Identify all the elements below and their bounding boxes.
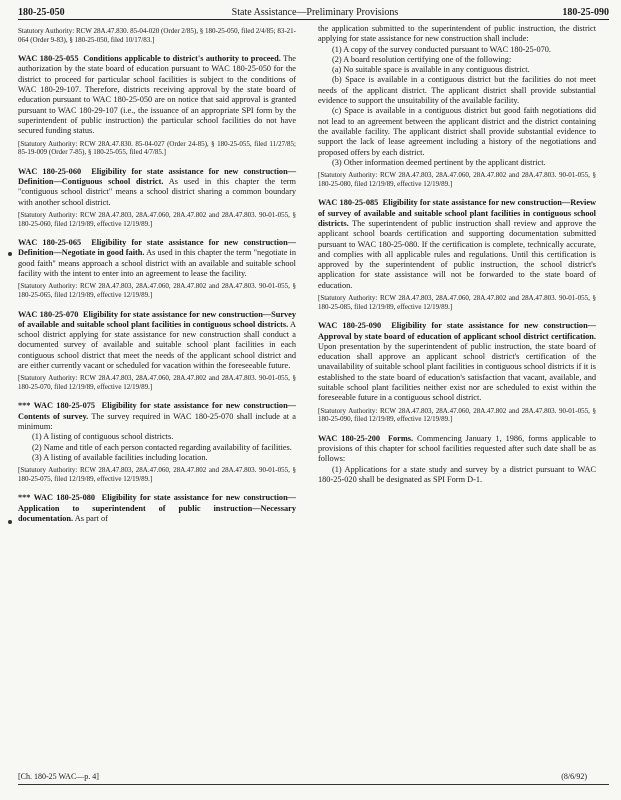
section-180-25-200: [318, 434, 596, 485]
section-number: WAC 180-25-065: [18, 238, 82, 248]
section-number: WAC 180-25-055: [18, 54, 79, 64]
section-heading: Eligibility for state assistance for new construction—Definition—Contiguous school district.: [18, 166, 296, 187]
right-column: [318, 24, 596, 490]
statutory-citation: [Statutory Authority: RCW 28A.47.803, 28A.47.060, 28A.47.802 and 28A.47.803. 90-01-055, § 180-25-075, filed 12/19/89, effective 12/19/89.]: [18, 466, 296, 483]
section-180-25-085: [318, 198, 596, 311]
section-body: A school district applying for state assistance for new construction shall conduct a documented survey of available and suitable school plant facilities in each contiguous school district that meet the needs of the applicant school district and are either currently vacant or scheduled for vacation within the foreseeable future.: [18, 319, 296, 370]
list-item: (2) A board resolution certifying one of the following:: [332, 54, 512, 64]
list-item: (3) A listing of available facilities including location.: [32, 452, 208, 462]
list-item: (a) No suitable space is available in any contiguous district.: [332, 65, 530, 75]
list-item: (3) Other information deemed pertinent by the applicant district.: [332, 157, 546, 167]
list-item: (c) Space is available in a contiguous district but good faith negotiations did not lead to an agreement between the applicant district and the district containing the available facility. The applicant district shall provide substantial evidence to support the lack of lease agreement including a history of the negotiations and proposed offers by each district.: [318, 106, 596, 157]
section-body: the application submitted to the superintendent of public instruction, the district applying for state assistance for new construction shall include:: [318, 24, 596, 44]
section-180-25-065: [18, 238, 296, 299]
section-number: WAC 180-25-070: [18, 309, 79, 319]
section-180-25-055: [18, 54, 296, 157]
footer-date: (8/6/92): [561, 772, 587, 781]
section-180-25-075: [18, 401, 296, 483]
section-heading: Eligibility for state assistance for new construction—Application to superintendent of public instruction—Necessary documentation.: [18, 493, 296, 524]
statutory-citation: [Statutory Authority: RCW 28A.47.803, 28A.47.060, 28A.47.802 and 28A.47.803. 90-01-055, § 180-25-070, filed 12/19/89, effective 12/19/89.]: [18, 374, 296, 391]
statutory-citation: Statutory Authority: RCW 28A.47.830. 85-04-020 (Order 2/85), § 180-25-050, filed 2/4/85; 83-21-064 (Order 9-83), § 180-25-050, filed 10/17/83.]: [18, 27, 296, 44]
section-180-25-080-continued: [318, 24, 596, 188]
statutory-citation: [Statutory Authority: RCW 28A.47.803, 28A.47.060, 28A.47.802 and 28A.47.803. 90-01-055, § 180-25-065, filed 12/19/89, effective 12/19/89.]: [18, 282, 296, 299]
statutory-citation: [Statutory Authority: RCW 28A.47.830. 85-04-027 (Order 24-85), § 180-25-055, filed 11/27/85; 85-19-009 (Order 7-85), § 180-25-055, filed 4/7/85.]: [18, 139, 296, 157]
section-heading: Eligibility for state assistance for new construction—Contents of survey.: [18, 401, 296, 421]
list-item: (b) Space is available in a contiguous district but the facilities do not meet needs of the applicant district. The applicant district shall provide substantial evidence to support the unsuitability of the available facility.: [318, 75, 596, 106]
section-180-25-080: [18, 493, 296, 524]
margin-punch-mark: [8, 252, 12, 256]
section-number: *** WAC 180-25-075: [18, 401, 96, 411]
list-item: (1) A copy of the survey conducted pursuant to WAC 180-25-070.: [332, 44, 551, 54]
section-heading: Eligibility for state assistance for new construction—Approval by state board of education of applicant school district certification.: [318, 321, 596, 341]
section-body: As part of: [74, 514, 108, 524]
section-number: *** WAC 180-25-080: [18, 493, 96, 503]
footer-page-reference: [Ch. 180-25 WAC—p. 4]: [18, 772, 99, 781]
section-body: As used in this chapter the term "contiguous school district" means a school district sharing a common boundary with another school district.: [18, 177, 296, 207]
footer-rule: [18, 784, 609, 785]
header-section-number: 180-25-050: [18, 7, 65, 18]
section-body: Commencing January 1, 1986, forms applicable to provisions of this chapter for school facilities requested after such date shall be as follows:: [318, 433, 597, 464]
section-number: WAC 180-25-060: [18, 166, 82, 176]
statutory-citation: [Statutory Authority: RCW 28A.47.803, 28A.47.060, 28A.47.802 and 28A.47.803. 90-01-055, § 180-25-060, filed 12/19/89, effective 12/19/89.]: [18, 210, 296, 228]
section-number: WAC 180-25-200: [318, 433, 381, 443]
header-chapter-title: State Assistance—Preliminary Provisions: [231, 7, 399, 18]
section-body: The authorization by the state board of education pursuant to WAC 180-25-050 for the district to proceed for particular school facilities is subject to the conditions of WAC 180-29-107. Therefore, districts receiving approval by the state board of education pursuant to WAC 180-25-050 are on notice that said approval is granted pursuant to WAC 180-29-107 (i.e., the issuance of an appropriate SPI form by the superintendent of public instruction) the particular school facilities do not have secured funding status.: [18, 54, 296, 136]
header-rule: [18, 19, 609, 20]
section-heading: Forms.: [387, 433, 414, 443]
section-180-25-070: [18, 310, 296, 392]
section-body: Upon presentation by the superintendent of public instruction, the state board of education shall approve an applicant school district's certification of the unavailability of suitable school plant facilities in contiguous school districts if it is established to the state board of education's satisfaction that vacant, available, and suitable school plant facilities neither exist nor are scheduled to exist within the foreseeable future in a contiguous school district.: [318, 341, 596, 403]
section-heading: Eligibility for state assistance for new construction—Survey of available and suitable school plant facilities in contiguous school districts.: [18, 309, 296, 329]
statutory-citation: [Statutory Authority: RCW 28A.47.803, 28A.47.060, 28A.47.802 and 28A.47.803. 90-01-055, § 180-25-080, filed 12/19/89, effective 12/19/89.]: [318, 171, 596, 188]
list-item: (1) A listing of contiguous school districts.: [32, 432, 174, 442]
section-heading: Eligibility for state assistance for new construction—Review of survey of available and suitable school plant facilities in contiguous school districts.: [318, 198, 597, 228]
section-180-25-060: [18, 167, 296, 228]
section-body: As used in this chapter the term "negotiate in good faith" means approach a school district with an available and suitable school facility with the intent to enter into an agreement to lease the facility.: [18, 248, 296, 279]
header-section-number-right: 180-25-090: [562, 7, 609, 18]
list-item: (2) Name and title of each person contacted regarding availability of facilities.: [32, 442, 292, 452]
section-body: The superintendent of public instruction shall review and approve the applicant school boards certification and supporting documentation submitted pursuant to WAC 180-25-080. If the certification is complete, technically accurate, and complies with all applicable rules and regulations. Until this certification is approved by the superintendent of public instruction, the school district's application for state assistance will not be forwarded to the state board of education.: [318, 218, 596, 290]
statutory-citation: [Statutory Authority: RCW 28A.47.803, 28A.47.060, 28A.47.802 and 28A.47.803. 90-01-055, § 180-25-090, filed 12/19/89, effective 12/19/89.]: [318, 406, 596, 424]
section-number: WAC 180-25-085: [318, 198, 379, 208]
section-180-25-090: [318, 321, 596, 424]
section-heading: Eligibility for state assistance for new construction—Definition—Negotiate in good faith.: [18, 238, 296, 258]
list-item: (1) Applications for a state study and survey by a district pursuant to WAC 180-25-020 shall be designated as SPI Form D-1.: [318, 464, 596, 484]
margin-punch-mark: [8, 520, 12, 524]
section-heading: Conditions applicable to district's authority to proceed.: [83, 54, 281, 64]
left-column: [18, 24, 296, 529]
section-number: WAC 180-25-090: [318, 321, 382, 331]
statutory-citation: [Statutory Authority: RCW 28A.47.803, 28A.47.060, 28A.47.802 and 28A.47.803. 90-01-055, § 180-25-085, filed 12/19/89, effective 12/19/89.]: [318, 294, 596, 311]
section-body: The survey required in WAC 180-25-070 shall include at a minimum:: [18, 411, 296, 432]
